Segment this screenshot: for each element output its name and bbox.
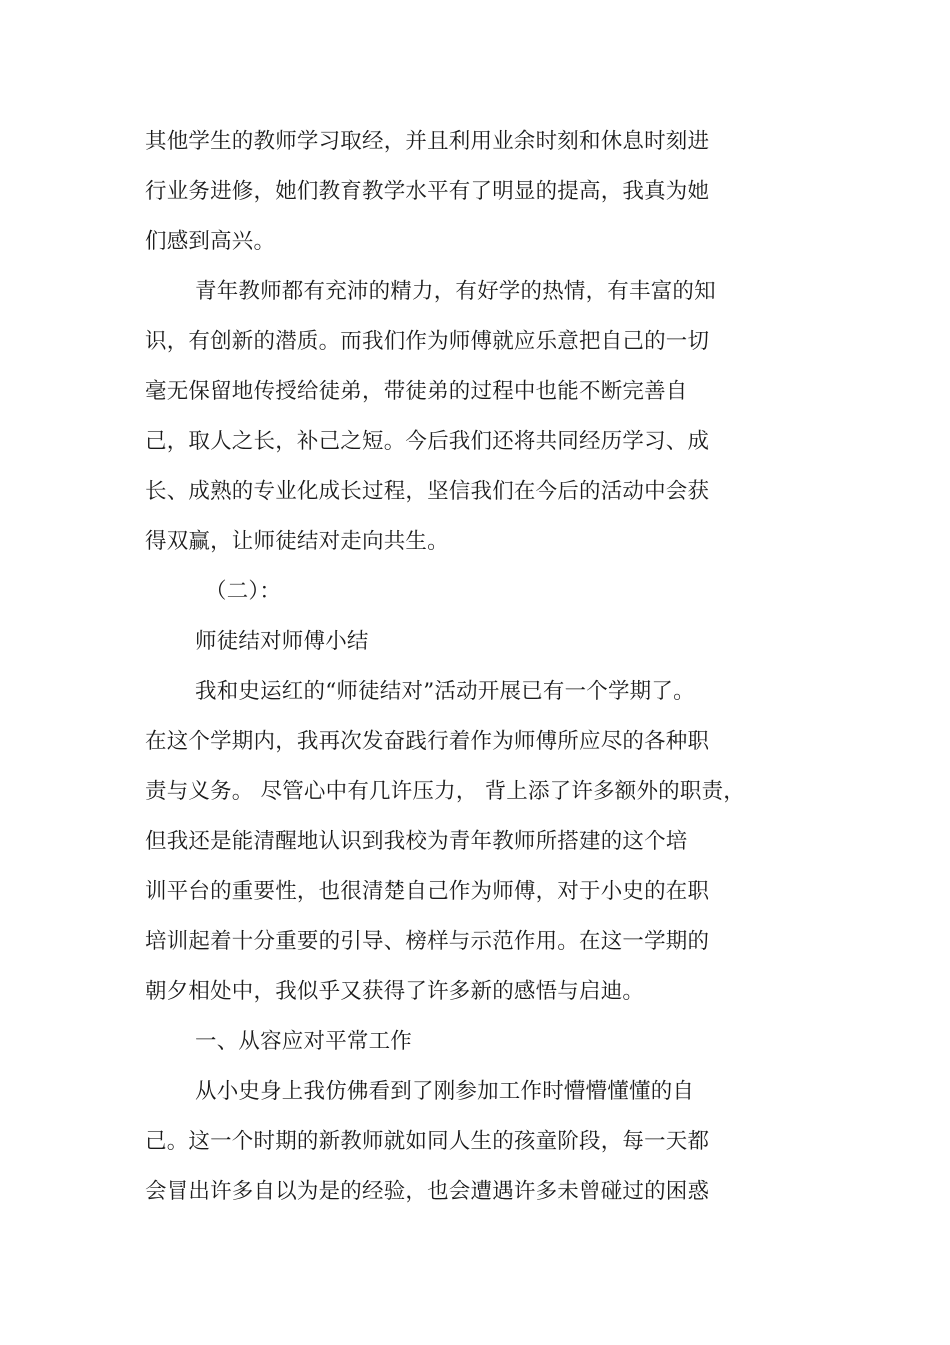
text-line-9: 得双赢，让师徒结对走向共生。 <box>145 529 449 554</box>
paragraph-start-line: 从小史身上我仿佛看到了刚参加工作时懵懵懂懂的自 <box>195 1079 695 1104</box>
text-line-13: 在这个学期内，我再次发奋践行着作为师傅所应尽的各种职 <box>145 729 710 754</box>
text-line-7: 己，取人之长，补己之短。今后我们还将共同经历学习、成 <box>145 429 710 454</box>
text-line-5: 识，有创新的潜质。而我们作为师傅就应乐意把自己的一切 <box>145 329 710 354</box>
text-line-14: 责与义务。 尽管心中有几许压力， 背上添了许多额外的职责， <box>145 779 745 804</box>
text-line-3: 们感到高兴。 <box>145 229 276 254</box>
text-line-18: 朝夕相处中，我似乎又获得了许多新的感悟与启迪。 <box>145 979 645 1004</box>
section-number: （二）： <box>205 579 282 604</box>
paragraph-start-line: 我和史运红的“师徒结对”活动开展已有一个学期了。 <box>195 679 695 704</box>
text-line-8: 长、成熟的专业化成长过程，坚信我们在今后的活动中会获 <box>145 479 710 504</box>
text-line-17: 培训起着十分重要的引导、榜样与示范作用。在这一学期的 <box>145 929 710 954</box>
text-line-1: 其他学生的教师学习取经，并且利用业余时刻和休息时刻进 <box>145 129 710 154</box>
text-line-15: 但我还是能清醒地认识到我校为青年教师所搭建的这个培 <box>145 829 688 854</box>
text-line-2: 行业务进修，她们教育教学水平有了明显的提高，我真为她 <box>145 179 710 204</box>
text-line-6: 毫无保留地传授给徒弟，带徒弟的过程中也能不断完善自 <box>145 379 688 404</box>
subsection-heading: 一、从容应对平常工作 <box>195 1029 413 1054</box>
text-line-21: 己。这一个时期的新教师就如同人生的孩童阶段，每一天都 <box>145 1129 710 1154</box>
paragraph-start-line: 青年教师都有充沛的精力，有好学的热情，有丰富的知 <box>195 279 716 304</box>
text-line-16: 训平台的重要性，也很清楚自己作为师傅，对于小史的在职 <box>145 879 710 904</box>
text-line-22: 会冒出许多自以为是的经验，也会遭遇许多未曾碰过的困惑 <box>145 1179 710 1204</box>
section-title: 师徒结对师傅小结 <box>195 629 369 654</box>
